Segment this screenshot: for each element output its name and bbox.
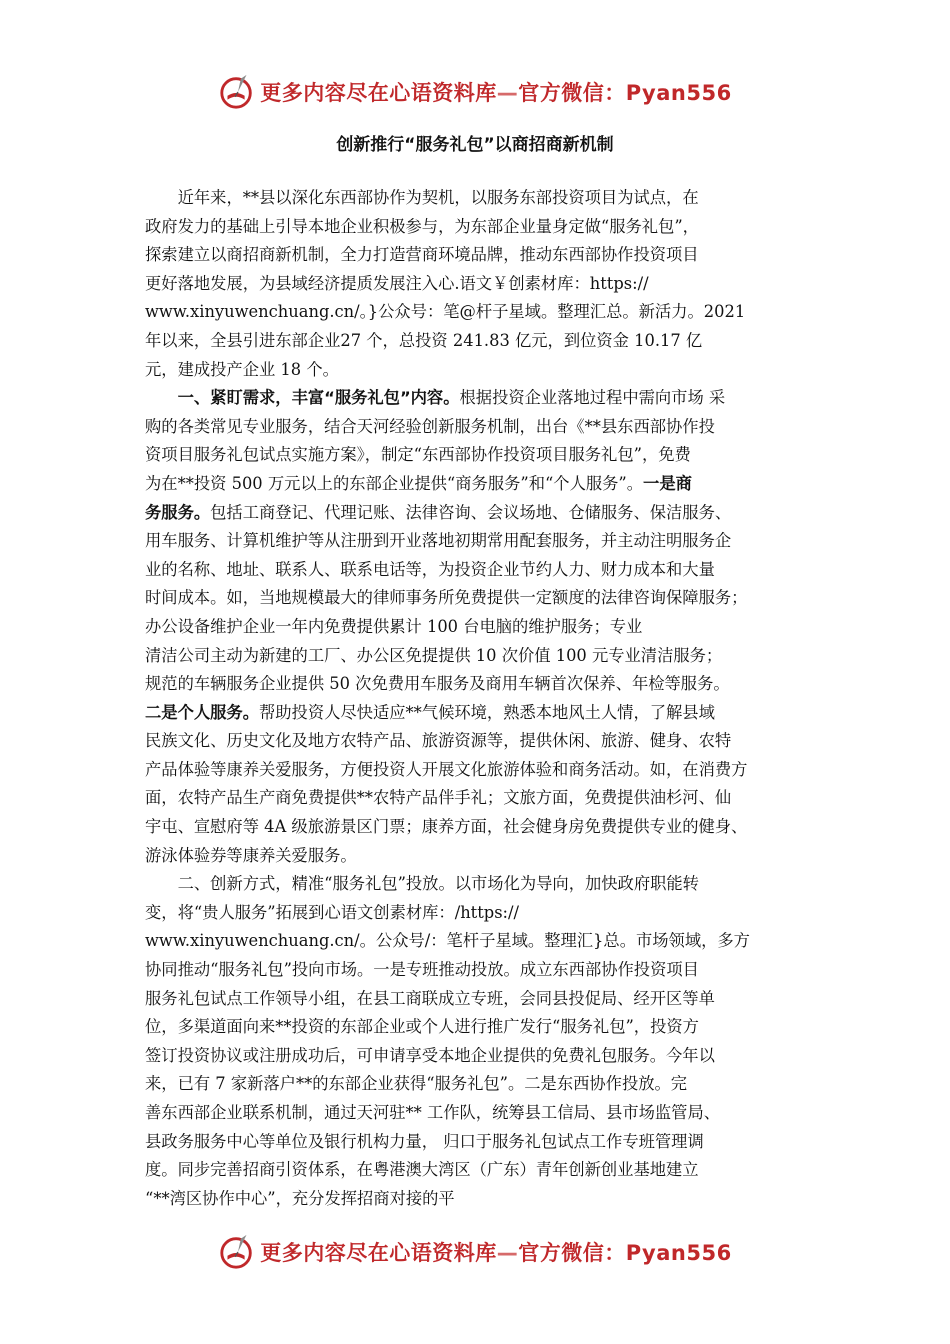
text-line: 购的各类常见专业服务，结合天河经验创新服务机制，出台《**县东西部协作投 [145, 416, 715, 436]
personal-service-heading: 二是个人服务。 [145, 702, 259, 722]
text-fragment: 为在**投资 500 万元以上的东部企业提供“商务服务”和“个人服务”。 [145, 473, 644, 493]
text-line: 面，农特产品生产商免费提供**农特产品伴手礼；文旅方面，免费提供油杉河、仙 [145, 788, 732, 808]
text-line: 游泳体验券等康养关爱服务。 [145, 845, 357, 865]
book-quill-logo-icon [218, 73, 256, 111]
text-line: 政府发力的基础上引导本地企业积极参与，为东部企业量身定做“服务礼包”， [145, 216, 699, 236]
business-service-heading-part: 务服务。 [145, 502, 211, 522]
text-line [145, 470, 825, 499]
text-fragment: 帮助投资人尽快适应**气候环境，熟悉本地风土人情，了解县域 [258, 702, 715, 722]
text-line: 度。同步完善招商引资体系，在粤港澳大湾区（广东）青年创新创业基地建立 [145, 1160, 699, 1180]
text-line [145, 499, 825, 528]
banner-wechat-id: Pyan556 [625, 81, 732, 105]
banner-brand: 更多内容尽在心语资料库 [260, 81, 497, 105]
text-line: 宇屯、宣慰府等 4A 级旅游景区门票；康养方面，社会健身房免费提供专业的健身、 [145, 817, 748, 837]
intro-paragraph [145, 184, 825, 384]
text-line: 业的名称、地址、联系人、联系电话等，为投资企业节约人力、财力成本和大量 [145, 559, 715, 579]
text-line: www.xinyuwenchuang.cn/。公众号/：笔杆子星域。整理汇}总。市场领域，多方 [145, 931, 750, 951]
text-line: 规范的车辆服务企业提供 50 次免费用车服务及商用车辆首次保养、年检等服务。 [145, 674, 730, 694]
text-line: “**湾区协作中心”，充分发挥招商对接的平 [145, 1188, 455, 1208]
banner-separator: — [496, 1241, 519, 1265]
text-line: 变，将“贵人服务”拓展到心语文创素材库：/https:// [145, 902, 520, 922]
text-line: 元，建成投产企业 18 个。 [145, 359, 339, 379]
text-line: 产品体验等康养关爱服务，方便投资人开展文化旅游体验和商务活动。如，在消费方 [145, 759, 748, 779]
text-line [145, 699, 825, 728]
text-line: 用车服务、计算机维护等从注册到开业落地初期常用配套服务，并主动注明服务企 [145, 531, 732, 551]
text-line: 清洁公司主动为新建的工厂、办公区免提提供 10 次价值 100 元专业清洁服务； [145, 645, 723, 665]
text-line: 服务礼包试点工作领导小组，在县工商联成立专班，会同县投促局、经开区等单 [145, 988, 715, 1008]
banner-brand: 更多内容尽在心语资料库 [260, 1241, 497, 1265]
book-quill-logo-icon [218, 1233, 256, 1271]
text-line: 办公设备维护企业一年内免费提供累计 100 台电脑的维护服务；专业 [145, 616, 643, 636]
text-line: 协同推动“服务礼包”投向市场。一是专班推动投放。成立东西部协作投资项目 [145, 960, 699, 980]
text-line: 来，已有 7 家新落户**的东部企业获得“服务礼包”。二是东西协作投放。完 [145, 1074, 688, 1094]
footer-banner [0, 1232, 950, 1272]
banner-official-label: 官方微信： [518, 1241, 626, 1265]
text-line [145, 384, 825, 413]
banner-text [260, 77, 731, 107]
text-line: 时间成本。如，当地规模最大的律师事务所免费提供一定额度的法律咨询保障服务； [145, 588, 748, 608]
text-line: 县政务服务中心等单位及银行机构力量， 归口于服务礼包试点工作专班管理调 [145, 1131, 704, 1151]
text-line: 探索建立以商招商新机制，全力打造营商环境品牌，推动东西部协作投资项目 [145, 245, 699, 265]
text-fragment: 根据投资企业落地过程中需向市场 采 [459, 388, 726, 408]
text-line: 资项目服务礼包试点实施方案》，制定“东西部协作投资项目服务礼包”，免费 [145, 445, 691, 465]
document-title: 创新推行“服务礼包”以商招商新机制 [336, 135, 614, 155]
banner-official-label: 官方微信： [518, 81, 626, 105]
section-two-paragraph [145, 870, 825, 1213]
text-line: 更好落地发展，为县域经济提质发展注入心.语文￥创素材库：https:// [145, 273, 649, 293]
text-line: 善东西部企业联系机制，通过天河驻** 工作队，统筹县工信局、县市场监管局、 [145, 1103, 721, 1122]
section-one-paragraph [145, 384, 825, 870]
text-line: 二、创新方式，精准“服务礼包”投放。以市场化为导向，加快政府职能转 [177, 874, 699, 894]
text-line: 近年来，**县以深化东西部协作为契机，以服务东部投资项目为试点，在 [177, 188, 699, 207]
banner-text [260, 1237, 731, 1267]
text-line: 签订投资协议或注册成功后，可申请享受本地企业提供的免费礼包服务。今年以 [145, 1045, 715, 1065]
banner-wechat-id: Pyan556 [625, 1241, 732, 1265]
header-banner [0, 72, 950, 112]
text-line: www.xinyuwenchuang.cn/。}公众号：笔@杆子星域。整理汇总。新活力。2021 [145, 302, 746, 322]
document-body [145, 184, 825, 1213]
text-fragment: 包括工商登记、代理记账、法律咨询、会议场地、仓储服务、保洁服务、 [210, 502, 732, 522]
text-line: 民族文化、历史文化及地方农特产品、旅游资源等，提供休闲、旅游、健身、农特 [145, 731, 732, 751]
business-service-heading-part: 一是商 [643, 473, 692, 493]
section-one-heading: 一、紧盯需求，丰富“服务礼包”内容。 [177, 388, 460, 408]
text-line: 年以来，全县引进东部企业27 个，总投资 241.83 亿元，到位资金 10.17 亿 [145, 330, 703, 350]
text-line: 位，多渠道面向来**投资的东部企业或个人进行推广发行“服务礼包”，投资方 [145, 1017, 699, 1037]
banner-separator: — [496, 81, 519, 105]
